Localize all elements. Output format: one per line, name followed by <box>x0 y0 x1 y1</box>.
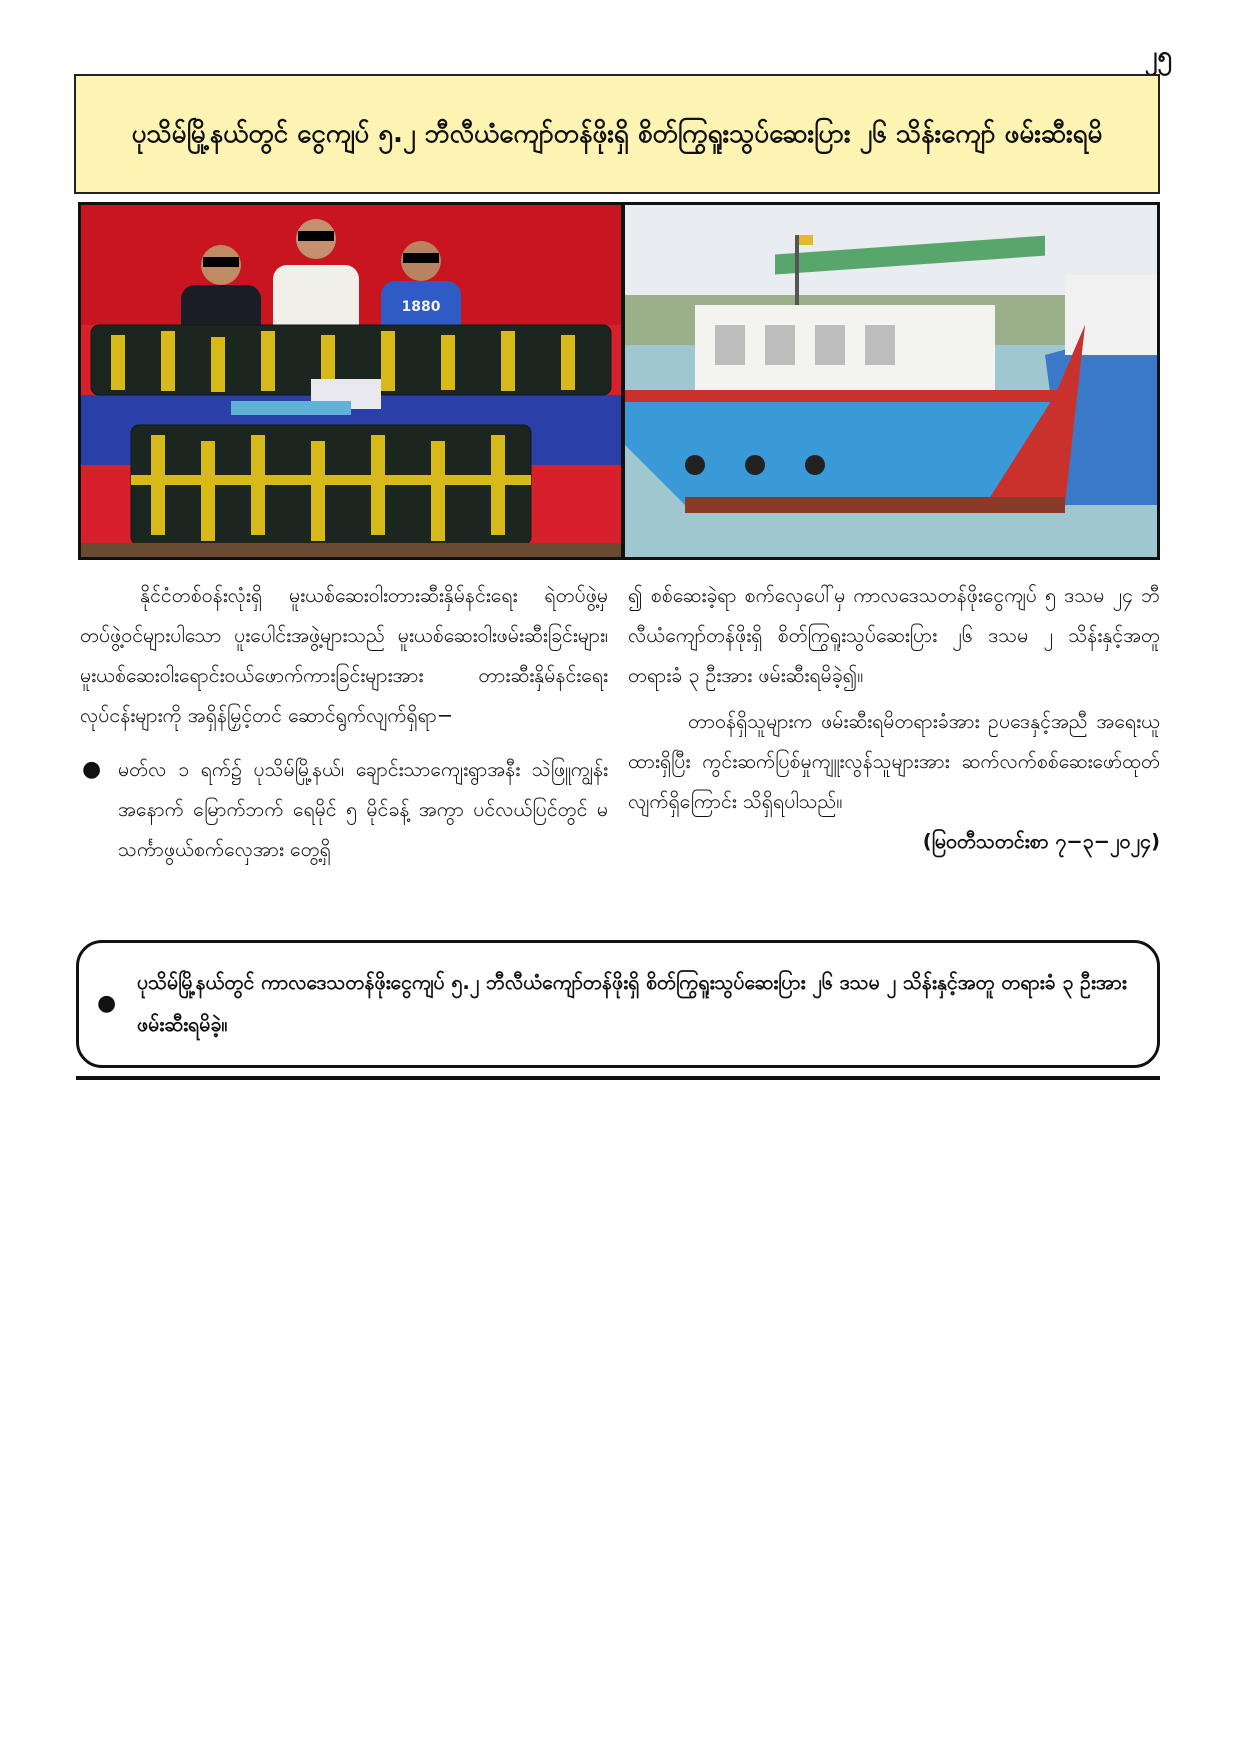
continuation-paragraph: ၍ စစ်ဆေးခဲ့ရာ စက်လှေပေါ်မှ ကာလဒေသတန်ဖိုးငွေကျပ် ၅ ဒသမ ၂၄ ဘီလီယံကျော်တန်ဖိုးရှိ စိတ်ကြွရူးသွပ်ဆေးပြား ၂၆ ဒသမ ၂ သိန်းနှင့်အတူ တရားခံ ၃ ဦးအား ဖမ်းဆီးရမိခဲ့၍။ <box>628 584 1160 687</box>
incident-text: မတ်လ ၁ ရက်၌ ပုသိမ်မြို့နယ်၊ ချောင်းသာကျေးရွာအနီး သဲဖြူကျွန်းအနောက် မြောက်ဘက် ရေမိုင် ၅ မိုင်ခန့် အကွာ ပင်လယ်ပြင်တွင် မသင်္ကာဖွယ်စက်လှေအား တွေ့ရှိ <box>118 758 608 861</box>
bottom-rule <box>76 1076 1160 1080</box>
page-number: ၂၅ <box>1144 41 1172 71</box>
seized-drugs-photo <box>81 205 621 557</box>
summary-box <box>76 940 1160 1068</box>
bullet-icon: ● <box>82 757 102 782</box>
followup-paragraph: တာဝန်ရှိသူများက ဖမ်းဆီးရမိတရားခံအား ဥပဒေနှင့်အညီ အရေးယူထားရှိပြီး ကွင်းဆက်ပြစ်မှုကျူးလွန်သူများအား ဆက်လက်စစ်ဆေးဖော်ထုတ်လျက်ရှိကြောင်း သိရှိရပါသည်။ <box>628 710 1160 813</box>
intro-paragraph: နိုင်ငံတစ်ဝန်းလုံးရှိ မူးယစ်ဆေးဝါးတားဆီးနှိမ်နင်းရေး ရဲတပ်ဖွဲ့မှ တပ်ဖွဲ့ဝင်များပါသော ပူးပေါင်းအဖွဲ့များသည် မူးယစ်ဆေးဝါးဖမ်းဆီးခြင်းများ၊ မူးယစ်ဆေးဝါးရောင်းဝယ်ဖောက်ကားခြင်းများအား တားဆီးနှိမ်နင်းရေးလုပ်ငန်းများကို အရှိန်မြှင့်တင် ဆောင်ရွက်လျက်ရှိရာ− <box>80 584 608 727</box>
headline-box <box>74 74 1160 194</box>
summary-bullet-icon: ● <box>97 991 117 1016</box>
incident-bullet <box>80 750 608 870</box>
summary-text: ပုသိမ်မြို့နယ်တွင် ကာလဒေသတန်ဖိုးငွေကျပ် ၅.၂ ဘီလီယံကျော်တန်ဖိုးရှိ စိတ်ကြွရူးသွပ်ဆေးပြား ၂၆ ဒသမ ၂ သိန်းနှင့်အတူ တရားခံ ၃ ဦးအား ဖမ်းဆီးရမိခဲ့။ <box>137 971 1127 1036</box>
fishing-boat-photo <box>625 205 1157 557</box>
left-column <box>80 576 608 870</box>
fishing-boat-illustration <box>625 205 1157 557</box>
right-column <box>628 576 1160 862</box>
svg-text:1880: 1880 <box>401 299 441 315</box>
source-citation: (မြဝတီသတင်းစာ ၇−၃−၂၀၂၄) <box>922 830 1160 853</box>
photo-frame <box>78 202 1160 560</box>
headline: ပုသိမ်မြို့နယ်တွင် ငွေကျပ် ၅.၂ ဘီလီယံကျော်တန်ဖိုးရှိ စိတ်ကြွရူးသွပ်ဆေးပြား ၂၆ သိန်းကျော် ဖမ်းဆီးရမိ <box>131 119 1103 149</box>
seized-drugs-illustration <box>81 205 621 557</box>
